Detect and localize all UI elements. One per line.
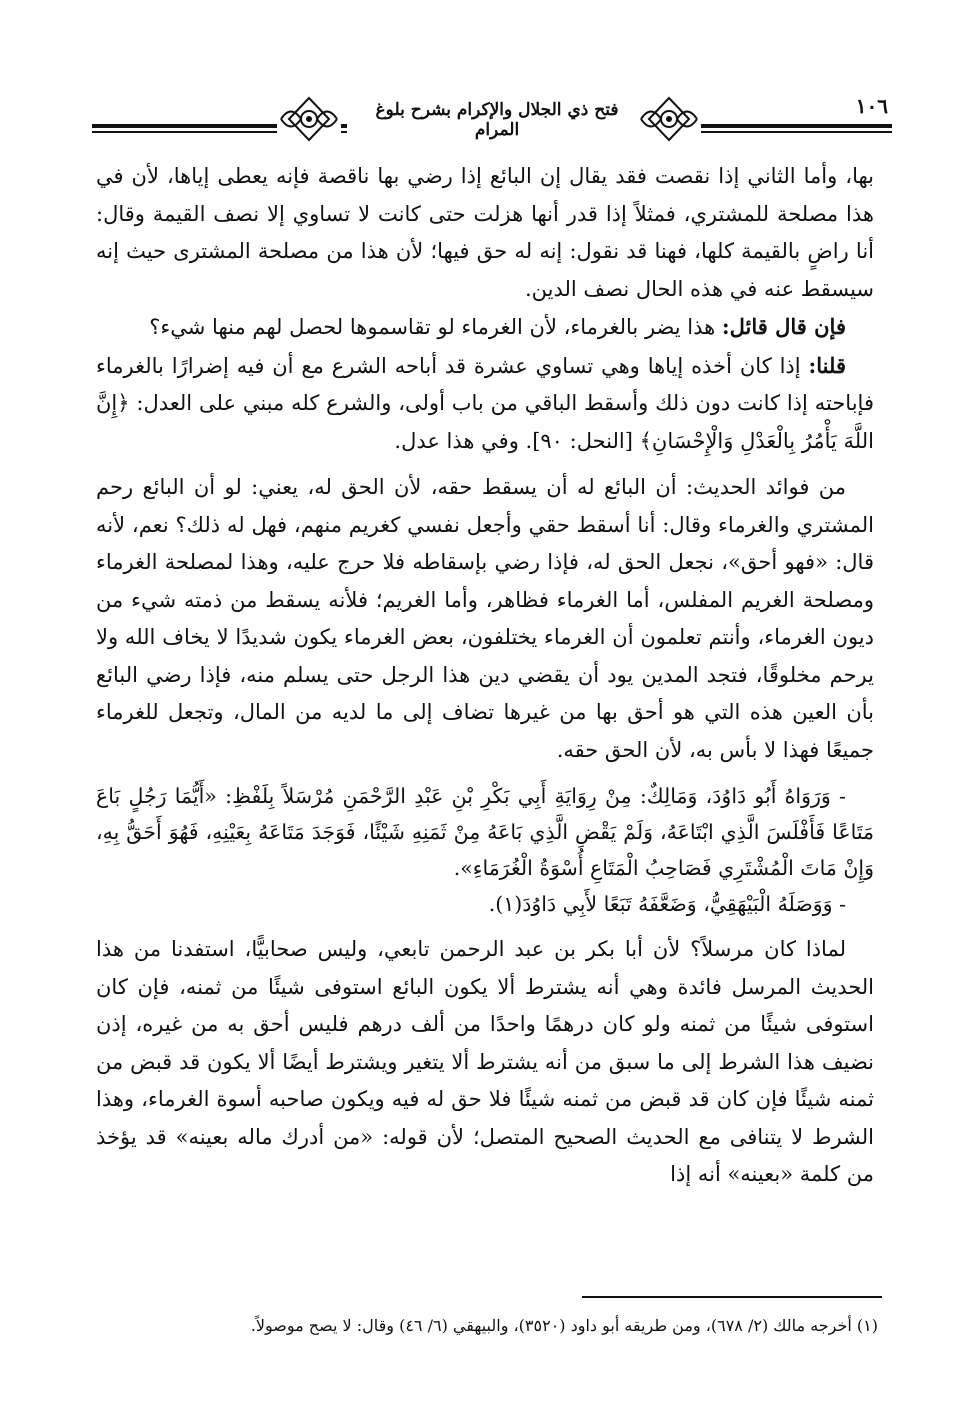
page-number: ١٠٦ xyxy=(852,94,892,118)
answer-lead: قلنا: xyxy=(808,352,846,378)
question-paragraph xyxy=(96,308,874,347)
ornament-right-icon xyxy=(637,94,701,144)
paragraph-1: بها، وأما الثاني إذا نقصت فقد يقال إن البائع إذا رضي بها ناقصة فإنه يعطى إياها، لأن في هذا مصلحة للمشتري، فمثلاً إذا قدر أنها هزلت حتى كانت لا تساوي إلا نصف القيمة وقال: أنا راضٍ بالقيمة كلها، فهنا قد نقول: إنه له حق فيها؛ لأن هذا من مصلحة المشترى حيث إنه سيسقط عنه في هذه الحال نصف الدين. xyxy=(96,164,874,301)
answer-text: إذا كان أخذه إياها وهي تساوي عشرة قد أباحه الشرع مع أن فيه إضرارًا بالغرماء فإباحته إذا كانت دون ذلك وأسقط الباقي من باب أولى، والشرع كله مبني على العدل: ﴿إِنَّ اللَّهَ يَأْمُرُ بِالْعَدْلِ وَالْإِحْسَانِ﴾ [النحل: ٩٠]. وفي هذا عدل. xyxy=(96,353,874,453)
question-lead: فإن قال قائل: xyxy=(721,314,846,339)
footnote: (١) أخرجه مالك (٢/ ٦٧٨)، ومن طريقه أبو داود (٣٥٢٠)، والبيهقي (٦/ ٤٦) وقال: لا يصح موصولاً. xyxy=(250,1316,878,1335)
book-title: فتح ذي الجلال والإكرام بشرح بلوغ المرام xyxy=(347,100,647,140)
ornament-left-icon xyxy=(277,94,341,144)
page-body xyxy=(96,158,874,1194)
hadith-text: - وَرَوَاهُ أَبُو دَاوُدَ، وَمَالِكٌ: مِنْ رِوَايَةِ أَبِي بَكْرِ بْنِ عَبْدِ الرَّحْمَنِ مُرْسَلاً بِلَفْظِ: «أَيُّمَا رَجُلٍ بَاعَ مَتَاعًا فَأَفْلَسَ الَّذِي ابْتَاعَهُ، وَلَمْ يَقْضِ الَّذِي بَاعَهُ مِنْ ثَمَنِهِ شَيْئًا، فَوَجَدَ مَتَاعَهُ بِعَيْنِهِ، فَهُوَ أَحَقُّ بِهِ، وَإِنْ مَاتَ الْمُشْتَرِي فَصَاحِبُ الْمَتَاعِ أُسْوَةُ الْغُرَمَاءِ». xyxy=(96,784,874,880)
question-text: هذا يضر بالغرماء، لأن الغرماء لو تقاسموها لحصل لهم منها شيء؟ xyxy=(149,315,722,339)
footnote-rule xyxy=(582,1296,882,1298)
paragraph-mursal: لماذا كان مرسلاً؟ لأن أبا بكر بن عبد الرحمن تابعي، وليس صحابيًّا، استفدنا من هذا الحديث المرسل فائدة وهي أنه يشترط ألا يكون البائع استوفى شيئًا من ثمنه، فإن كان استوفى شيئًا من ثمنه ولو كان درهمًا واحدًا من ألف درهم فليس أحق به من غيره، إذن نضيف هذا الشرط إلى ما سبق من أنه يشترط ألا يتغير ويشترط أيضًا ألا يكون قد قبض من ثمنه شيئًا فإن كان قد قبض من ثمنه شيئًا فلا حق له فيه ويكون صاحبه أسوة الغرماء، وهذا الشرط لا يتنافى مع الحديث الصحيح المتصل؛ لأن قوله: «من أدرك ماله بعينه» قد يؤخذ من كلمة «بعينه» أنه إذا xyxy=(96,937,874,1186)
answer-paragraph xyxy=(96,347,874,461)
paragraph-benefits: من فوائد الحديث: أن البائع له أن يسقط حقه، لأن الحق له، يعني: لو أن البائع رحم المشتري والغرماء وقال: أنا أسقط حقي وأجعل نفسي كغريم منهم، فهل له ذلك؟ نعم، لأنه قال: «فهو أحق»، نجعل الحق له، فإذا رضي بإسقاطه فلا حرج عليه، وهذا لمصلحة الغرماء ومصلحة الغريم المفلس، أما الغرماء فظاهر، وأما الغريم؛ فلأنه يسقط من ذمته شيء من ديون الغرماء، وأنتم تعلمون أن الغرماء يختلفون، بعض الغرماء يكون شديدًا لا يخاف الله ولا يرحم مخلوقًا، فتجد المدين يود أن يقضي دين هذا الرجل حتى يسلم منه، فإذا رضي البائع بأن العين هذه التي هو أحق بها من غيرها تضاف إلى ما لديه من المال، وتجعل للغرماء جميعًا فهذا لا بأس به، لأن الحق حقه. xyxy=(96,475,874,762)
page-header xyxy=(92,88,892,148)
hadith-note: - وَوَصَلَهُ الْبَيْهَقِيُّ، وَضَعَّفَهُ تَبَعًا لأَبِي دَاوُدَ(١). xyxy=(488,892,846,916)
